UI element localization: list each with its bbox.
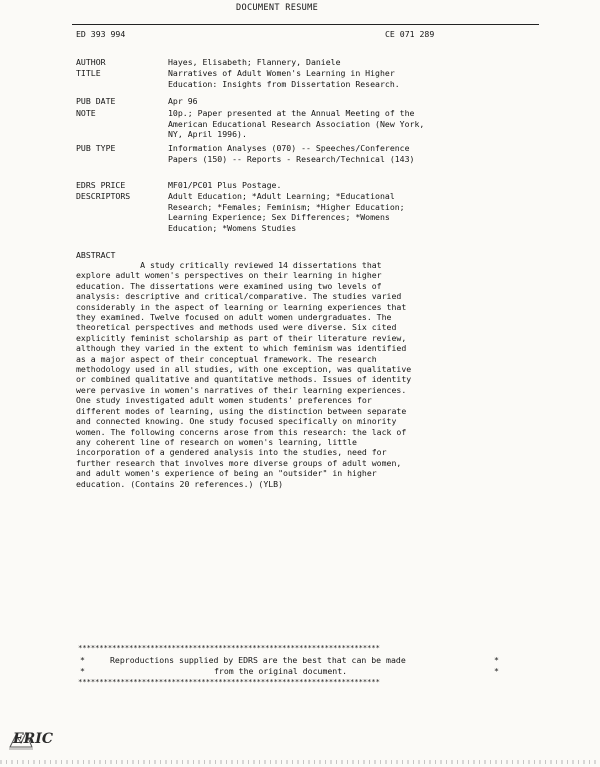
field-descriptors-value: Adult Education; *Adult Learning; *Educational Research; *Females; Feminism; *Higher Education; Learning Experience; Sex Differences; *Womens Education; *Womens Studies [168,191,405,233]
ed-number: ED 393 994 [76,29,126,39]
field-pub-date-value: Apr 96 [168,96,198,106]
stars-rule-bottom: *********************************************************************** [78,677,380,686]
eric-logo-text: ERIC [13,731,53,747]
field-pub-type-value: Information Analyses (070) -- Speeches/Conference Papers (150) -- Reports - Research/Technical (143) [168,143,415,164]
repro-star-right-2: * [494,666,499,676]
repro-line-2: from the original document. [214,666,348,676]
field-note-label: NOTE [76,108,96,118]
scan-edge-artifact [0,760,600,764]
field-edrs-price-label: EDRS PRICE [76,180,126,190]
field-title-value: Narratives of Adult Women's Learning in Higher Education: Insights from Dissertation Research. [168,68,400,89]
header-divider [72,24,539,25]
document-resume-title: DOCUMENT RESUME [236,3,319,13]
repro-star-right-1: * [494,655,499,665]
repro-star-left-2: * [80,666,85,676]
field-descriptors-label: DESCRIPTORS [76,191,131,201]
ce-number: CE 071 289 [385,29,435,39]
abstract-label: ABSTRACT [76,250,116,260]
field-edrs-price-value: MF01/PC01 Plus Postage. [168,180,282,190]
field-author-value: Hayes, Elisabeth; Flannery, Daniele [168,57,341,67]
field-title-label: TITLE [76,68,101,78]
field-note-value: 10p.; Paper presented at the Annual Meeting of the American Educational Research Association (New York, NY, April 1996). [168,108,425,140]
field-pub-date-label: PUB DATE [76,96,116,106]
field-author-label: AUTHOR [76,57,106,67]
abstract-text: A study critically reviewed 14 dissertations that explore adult women's perspectives on their learning in higher education. The dissertations were examined using two levels of analysis: descriptive and critical/comparative. The studies varied considerably in the aspect of learning or learning experiences that they examined. Twelve focused on adult women undergraduates. The theoretical perspectives and methods used were diverse. Six cited explicitly feminist scholarship as part of their literature review, although they varied in the extent to which feminism was identified as a major aspect of their conceptual framework. The research methodology used in all studies, with one exception, was qualitative or combined qualitative and quantitative methods. Issues of identity were pervasive in women's narratives of their learning experiences. One study investigated adult women students' preferences for different modes of learning, using the distinction between separate and connected knowing. One study focused specifically on minority women. The following concerns arose from this research: the lack of any coherent line of research on women's learning, little incorporation of a gendered analysis into the studies, need for further research that involves more diverse groups of adult women, and adult women's experience of being an "outsider" in higher education. (Contains 20 references.) (YLB) [76,260,412,489]
repro-star-left-1: * [80,655,85,665]
field-pub-type-label: PUB TYPE [76,143,116,153]
repro-line-1: Reproductions supplied by EDRS are the best that can be made [110,655,406,665]
stars-rule-top: *********************************************************************** [78,643,380,652]
